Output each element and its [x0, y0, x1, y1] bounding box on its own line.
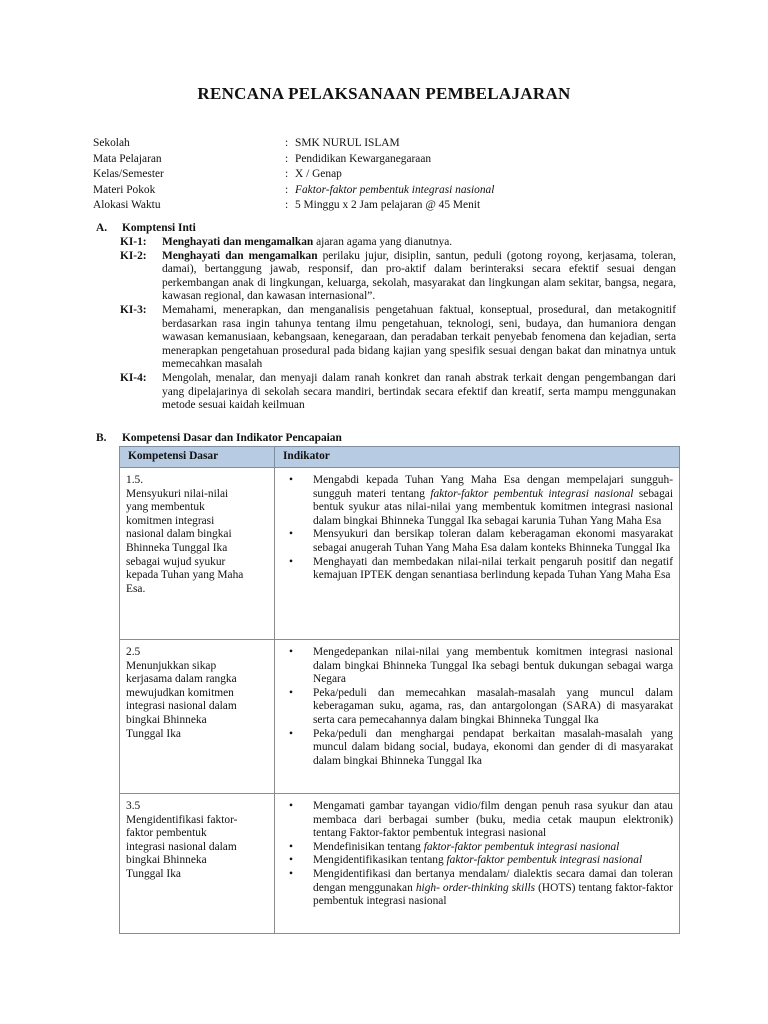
ki-item	[120, 250, 676, 304]
info-colon: :	[285, 168, 289, 180]
bullet-icon: •	[289, 528, 293, 541]
table-row	[120, 468, 680, 640]
kd-number: 1.5.	[126, 474, 144, 486]
kd-text: Mengidentifikasi faktor-faktor pembentuk integrasi nasional dalam bingkai Bhinneka Tunggal Ika	[126, 813, 238, 880]
indicator-text: Mengabdi kepada Tuhan Yang Maha Esa dengan mempelajari sungguh-sungguh materi tentang	[313, 474, 673, 500]
info-label: Sekolah	[93, 137, 130, 149]
ki-text: perilaku jujur, disiplin, santun, peduli (gotong royong, kerjasama, toleran, damai), bertanggung jawab, responsif, dan pro-aktif dalam berinteraksi secara efektif sesuai dengan perkembangan anak di lingkungan, keluarga, sekolah, masyarakat dan lingkungan alam sekitar, bangsa, negara, kawasan regional, dan kawasan internasional”.	[162, 249, 676, 303]
info-value: Faktor-faktor pembentuk integrasi nasional	[295, 183, 495, 196]
indicator-item	[281, 854, 673, 868]
bullet-icon: •	[289, 686, 293, 699]
ki-code: KI-3:	[120, 303, 147, 316]
info-value: SMK NURUL ISLAM	[295, 137, 400, 149]
kd-text: Menunjukkan sikap kerjasama dalam rangka mewujudkan komitmen integrasi nasional dalam bingkai Bhinneka Tunggal Ika	[126, 659, 237, 740]
indicator-item	[281, 868, 673, 909]
bullet-icon: •	[289, 867, 293, 880]
info-colon: :	[285, 137, 289, 149]
indicator-list	[281, 474, 673, 583]
kd-cell	[120, 640, 275, 794]
indicator-italic: faktor-faktor pembentuk integrasi nasional	[446, 854, 643, 867]
section-title: Komptensi Inti	[122, 222, 196, 234]
indicator-text: Mengamati gambar tayangan vidio/film dengan penuh rasa syukur dan atau membaca dari berbagai sumber (buku, media cetak maupun elektronik) tentang Faktor-faktor pembentuk integrasi nasional	[313, 800, 673, 840]
info-colon: :	[285, 183, 289, 196]
indicator-italic: faktor-faktor pembentuk integrasi nasional	[430, 487, 634, 500]
section-letter: B.	[96, 432, 107, 444]
indicator-item	[281, 800, 673, 841]
indicator-italic: faktor-faktor pembentuk integrasi nasional	[423, 840, 620, 853]
ki-bold-text: Menghayati dan mengamalkan	[162, 236, 314, 248]
ki-text: ajaran agama yang dianutnya.	[313, 236, 453, 248]
ki-text: Mengolah, menalar, dan menyaji dalam ranah konkret dan ranah abstrak terkait dengan pengembangan dari yang dipelajarinya di sekolah secara mandiri, bertindak secara efektif dan kreatif, serta mampu menggunakan metode sesuai kaidah keilmuan	[162, 371, 676, 412]
info-label: Mata Pelajaran	[93, 152, 162, 165]
indicator-text: Mengidentifikasikan tentang	[313, 854, 447, 867]
indicator-text: Mengedepankan nilai-nilai yang membentuk komitmen integrasi nasional dalam bingkai Bhinneka Tunggal Ika sebagi bentuk dukungan sebagai warga Negara	[313, 646, 673, 686]
info-label: Alokasi Waktu	[93, 199, 161, 211]
info-row-mata-pelajaran	[93, 153, 693, 169]
ki-code: KI-4:	[120, 371, 147, 384]
indicator-text: Mengidentifikasi dan bertanya mendalam/ dialektis secara damai dan toleran dengan menggunakan	[313, 867, 673, 894]
ki-item	[120, 304, 676, 372]
kd-cell	[120, 468, 275, 640]
kd-number: 2.5	[126, 646, 141, 658]
indicator-text: Mensyukuri dan bersikap toleran dalam keberagaman ekonomi masyarakat sebagai anugerah Tuhan Yang Maha Esa dalam konteks Bhinneka Tunggal Ika	[313, 528, 673, 554]
indicator-text: Mendefinisikan tentang	[313, 840, 424, 853]
table-header-row	[120, 447, 680, 468]
document-title: RENCANA PELAKSANAAN PEMBELAJARAN	[197, 84, 571, 103]
indicator-item	[281, 728, 673, 769]
indicator-text-post: sebagai bentuk syukur atas nilai-nilai yang membentuk komitmen integrasi nasional dalam bingkai Bhinneka Tunggal Ika sebagai karunia Tuhan Yang Maha Esa	[313, 487, 673, 527]
table-row	[120, 640, 680, 794]
info-row-kelas-semester	[93, 168, 693, 184]
kd-indikator-table	[119, 446, 680, 934]
indicator-cell	[275, 640, 680, 794]
indicator-text: Peka/peduli dan menghargai pendapat berkaitan masalah-masalah yang muncul dalam bidang social, budaya, ekonomi dan gender di di masyarakat dalam bingkai Bhinneka Tunggal Ika	[313, 727, 673, 767]
indicator-item	[281, 687, 673, 728]
bullet-icon: •	[289, 840, 293, 853]
info-colon: :	[285, 152, 289, 165]
header-kompetensi-dasar: Kompetensi Dasar	[120, 447, 275, 468]
section-a-heading	[96, 222, 196, 236]
info-value: 5 Minggu x 2 Jam pelajaran @ 45 Menit	[295, 199, 481, 211]
info-label: Materi Pokok	[93, 183, 156, 196]
bullet-icon: •	[289, 646, 293, 658]
section-b-heading	[96, 432, 342, 446]
info-colon: :	[285, 199, 289, 211]
kd-text: Mensyukuri nilai-nilai yang membentuk komitmen integrasi nasional dalam bingkai Bhinneka Tunggal Ika sebagai wujud syukur kepada Tuhan yang Maha Esa.	[126, 487, 244, 595]
indicator-list	[281, 800, 673, 909]
bullet-icon: •	[289, 727, 293, 740]
ki-code: KI-2:	[120, 249, 147, 262]
bullet-icon: •	[289, 854, 293, 867]
table-row	[120, 794, 680, 934]
info-value: X / Genap	[295, 168, 342, 180]
bullet-icon: •	[289, 474, 293, 486]
indicator-text: Peka/peduli dan memecahkan masalah-masalah yang muncul dalam keberagaman suku, agama, ras, dan antargolongan (SARA) di masyarakat serta cara pemecahannya dalam bingkai Bhinneka Tunggal Ika	[313, 686, 673, 726]
info-row-materi-pokok	[93, 184, 693, 200]
identity-block	[93, 137, 693, 215]
section-letter: A.	[96, 222, 108, 234]
indicator-cell	[275, 468, 680, 640]
ki-text: Memahami, menerapkan, dan menganalisis pengetahuan faktual, konseptual, prosedural, dan metakognitif berdasarkan rasa ingin tahunya tentang ilmu pengetahuan, teknologi, seni, budaya, dan humaniora dengan wawasan kemanusiaan, kebangsaan, kenegaraan, dan peradaban terkait penyebab fenomena dan kejadian, serta menerapkan pengetahuan prosedural pada bidang kajian yang spesifik sesuai dengan bakat dan minatnya untuk memecahkan masalah	[162, 303, 676, 371]
indicator-italic: high- order-thinking skills	[415, 881, 536, 894]
indicator-item	[281, 646, 673, 687]
ki-item	[120, 236, 676, 250]
kd-number: 3.5	[126, 800, 141, 812]
section-title: Kompetensi Dasar dan Indikator Pencapaian	[122, 432, 342, 444]
bullet-icon: •	[289, 555, 293, 568]
info-value: Pendidikan Kewarganegaraan	[295, 152, 432, 165]
indicator-item	[281, 474, 673, 528]
info-row-alokasi-waktu	[93, 199, 693, 215]
ki-bold-text: Menghayati dan mengamalkan	[162, 249, 318, 262]
ki-code: KI-1:	[120, 236, 147, 248]
kompetensi-inti-list	[120, 236, 676, 413]
indicator-text: Menghayati dan membedakan nilai-nilai terkait pengaruh positif dan negatif kemajuan IPTEK dengan senantiasa berlindung kepada Tuhan Yang Maha Esa	[313, 555, 673, 582]
indicator-item	[281, 556, 673, 583]
kd-cell	[120, 794, 275, 934]
bullet-icon: •	[289, 800, 293, 812]
indicator-list	[281, 646, 673, 768]
indicator-text-post: (HOTS) tentang faktor-faktor pembentuk integrasi nasional	[313, 881, 673, 908]
info-row-sekolah	[93, 137, 693, 153]
indicator-item	[281, 841, 673, 855]
info-label: Kelas/Semester	[93, 168, 164, 180]
header-indikator: Indikator	[275, 447, 680, 468]
ki-item	[120, 372, 676, 413]
indicator-item	[281, 528, 673, 555]
indicator-cell	[275, 794, 680, 934]
